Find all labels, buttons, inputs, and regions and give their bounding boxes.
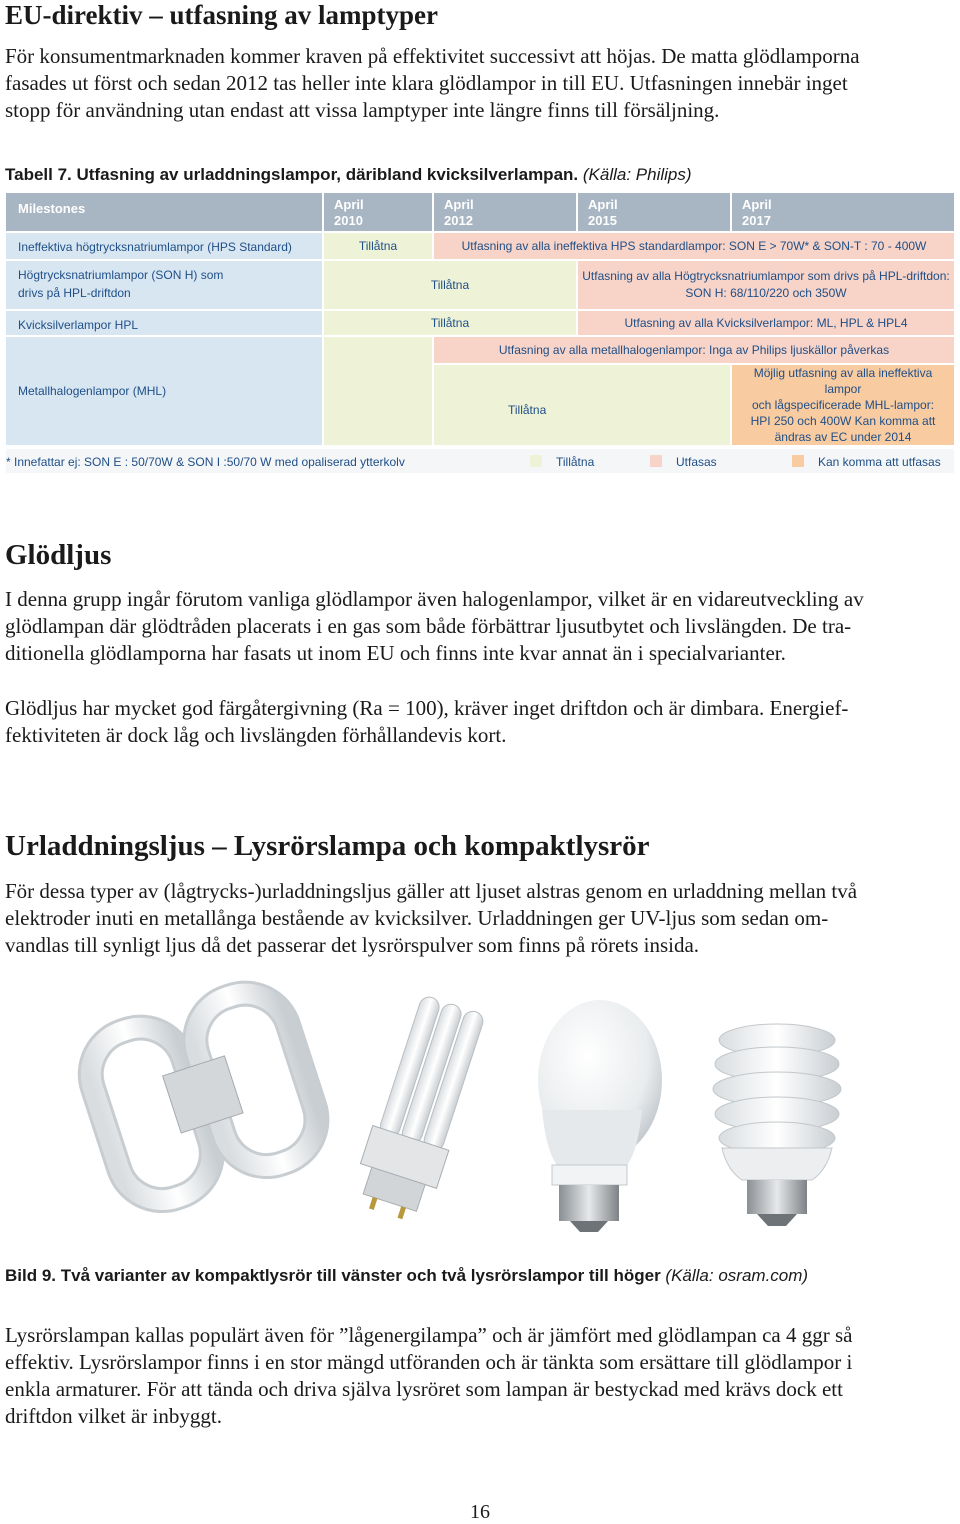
text-line: driftdon vilket är inbyggt. xyxy=(5,1404,222,1428)
label-line: Högtrycksnatriumlampor (SON H) som xyxy=(18,268,224,282)
cell-hpl-allowed: Tillåtna xyxy=(324,311,576,335)
header-month: April xyxy=(588,197,618,212)
text-line: ditionella glödlamporna har fasats ut inom EU och finns inte kvar annat än i specialvarianter. xyxy=(5,641,786,665)
legend-allowed-label: Tillåtna xyxy=(556,455,595,469)
text-line: enkla armaturer. För att tända och driva själva lysröret som lampan är bestyckad med krävs dock ett xyxy=(5,1377,843,1401)
header-month: April xyxy=(742,197,772,212)
text-line: stopp för användning utan endast att vissa lamptyper inte längre finns till försäljning. xyxy=(5,98,720,122)
row-label-son-h xyxy=(6,261,322,309)
figure-caption xyxy=(5,1266,808,1286)
text-line: fektiviteten är dock låg och livslängden förhållandevis kort. xyxy=(5,723,507,747)
text-line: I denna grupp ingår förutom vanliga glödlampor även halogenlampor, vilket är en vidareutveckling av xyxy=(5,587,864,611)
text-line: glödlampan där glödtråden placerats i en gas som både förbättrar ljusutbytet och livslängden. De tra- xyxy=(5,614,852,638)
figure-caption-source: (Källa: osram.com) xyxy=(665,1266,809,1285)
table-caption-text: Tabell 7. Utfasning av urladdningslampor, däribland kvicksilverlampan. xyxy=(5,165,579,184)
may-line: ändras av EC under 2014 xyxy=(774,430,912,444)
phaseout-table xyxy=(6,193,954,476)
cell-mhl-allowed: Tillåtna xyxy=(434,365,730,445)
heading-incandescent: Glödljus xyxy=(5,539,112,571)
text-line: elektroder inuti en metallånga bestående av kvicksilver. Urladdningen ger UV-ljus som sedan om- xyxy=(5,906,829,930)
legend-phased-label: Utfasas xyxy=(676,455,717,469)
legend-allowed-swatch xyxy=(530,455,542,467)
text-line: effektiv. Lysrörslampor finns i en stor mängd utföranden och är tänkta som ersättare till glödlampor i xyxy=(5,1350,853,1374)
paragraph-eu-directive xyxy=(5,43,960,124)
legend-may-label: Kan komma att utfasas xyxy=(818,455,941,469)
cell-hps-allowed: Tillåtna xyxy=(324,233,432,259)
table-caption-source: (Källa: Philips) xyxy=(582,165,692,184)
label-line: drivs på HPL-driftdon xyxy=(18,286,131,300)
header-year: 2010 xyxy=(334,213,363,228)
paragraph-discharge-1 xyxy=(5,878,960,959)
header-april-2012 xyxy=(434,193,576,231)
may-line: HPI 250 och 400W Kan komma att xyxy=(750,414,936,428)
row-label-hpl: Kvicksilverlampor HPL xyxy=(6,311,322,335)
text-line: fasades ut först och sedan 2012 tas heller inte klara glödlampor in till EU. Utfasningen innebär inget xyxy=(5,71,848,95)
cell-mhl-allowed-left xyxy=(324,337,432,445)
legend-phased-swatch xyxy=(650,455,662,467)
phaseout-line: Utfasning av alla Högtrycksnatriumlampor som drivs på HPL-driftdon: xyxy=(582,269,950,283)
page-number: 16 xyxy=(470,1501,490,1523)
header-month: April xyxy=(444,197,474,212)
cell-hps-phaseout: Utfasning av alla ineffektiva HPS standardlampor: SON E > 70W* & SON-T : 70 - 400W xyxy=(434,233,954,259)
header-month: April xyxy=(334,197,364,212)
header-april-2010 xyxy=(324,193,432,231)
cell-son-h-allowed: Tillåtna xyxy=(324,261,576,309)
figure-caption-text: Bild 9. Två varianter av kompaktlysrör till vänster och två lysrörslampor till höger xyxy=(5,1266,661,1285)
text-line: För dessa typer av (lågtrycks-)urladdningsljus gäller att ljuset alstras genom en urladdning mellan två xyxy=(5,879,858,903)
heading-discharge: Urladdningsljus – Lysrörslampa och kompaktlysrör xyxy=(5,830,650,862)
header-year: 2015 xyxy=(588,213,617,228)
paragraph-discharge-2 xyxy=(5,1322,960,1430)
header-milestones: Milestones xyxy=(6,193,322,231)
header-april-2015 xyxy=(578,193,730,231)
cell-son-h-phaseout xyxy=(578,261,954,309)
row-label-hps: Ineffektiva högtrycksnatriumlampor (HPS Standard) xyxy=(6,233,322,259)
legend-may-swatch xyxy=(792,455,804,467)
may-line: Möjlig utfasning av alla ineffektiva lampor xyxy=(753,366,933,396)
paragraph-incandescent-1 xyxy=(5,586,960,667)
text-line: vandlas till synligt ljus då det passerar det lysrörspulver som finns på rörets insida. xyxy=(5,933,700,957)
header-year: 2017 xyxy=(742,213,771,228)
header-year: 2012 xyxy=(444,213,473,228)
may-line: och lågspecificerade MHL-lampor: xyxy=(751,398,935,412)
lamps-photo xyxy=(62,970,862,1238)
cell-hpl-phaseout: Utfasning av alla Kvicksilverlampor: ML, HPL & HPL4 xyxy=(578,311,954,335)
text-line: För konsumentmarknaden kommer kraven på effektivitet successivt att höjas. De matta glödlamporna xyxy=(5,44,860,68)
paragraph-incandescent-2 xyxy=(5,695,960,749)
header-april-2017 xyxy=(732,193,954,231)
cell-mh-phaseout: Utfasning av alla metallhalogenlampor: Inga av Philips ljuskällor påverkas xyxy=(434,337,954,363)
phaseout-line: SON H: 68/110/220 och 350W xyxy=(685,286,847,300)
cell-mhl-may-phaseout xyxy=(732,365,954,445)
row-label-mhl: Metallhalogenlampor (MHL) xyxy=(6,337,322,445)
table-caption xyxy=(5,165,692,185)
text-line: Lysrörslampan kallas populärt även för ”lågenergilampa” och är jämfört med glödlampan ca 4 ggr så xyxy=(5,1323,853,1347)
heading-eu-directive: EU-direktiv – utfasning av lamptyper xyxy=(5,0,439,30)
table-footnote: * Innefattar ej: SON E : 50/70W & SON I :50/70 W med opaliserad ytterkolv xyxy=(6,455,405,469)
text-line: Glödljus har mycket god färgåtergivning (Ra = 100), kräver inget driftdon och är dimbara. Energief- xyxy=(5,696,849,720)
